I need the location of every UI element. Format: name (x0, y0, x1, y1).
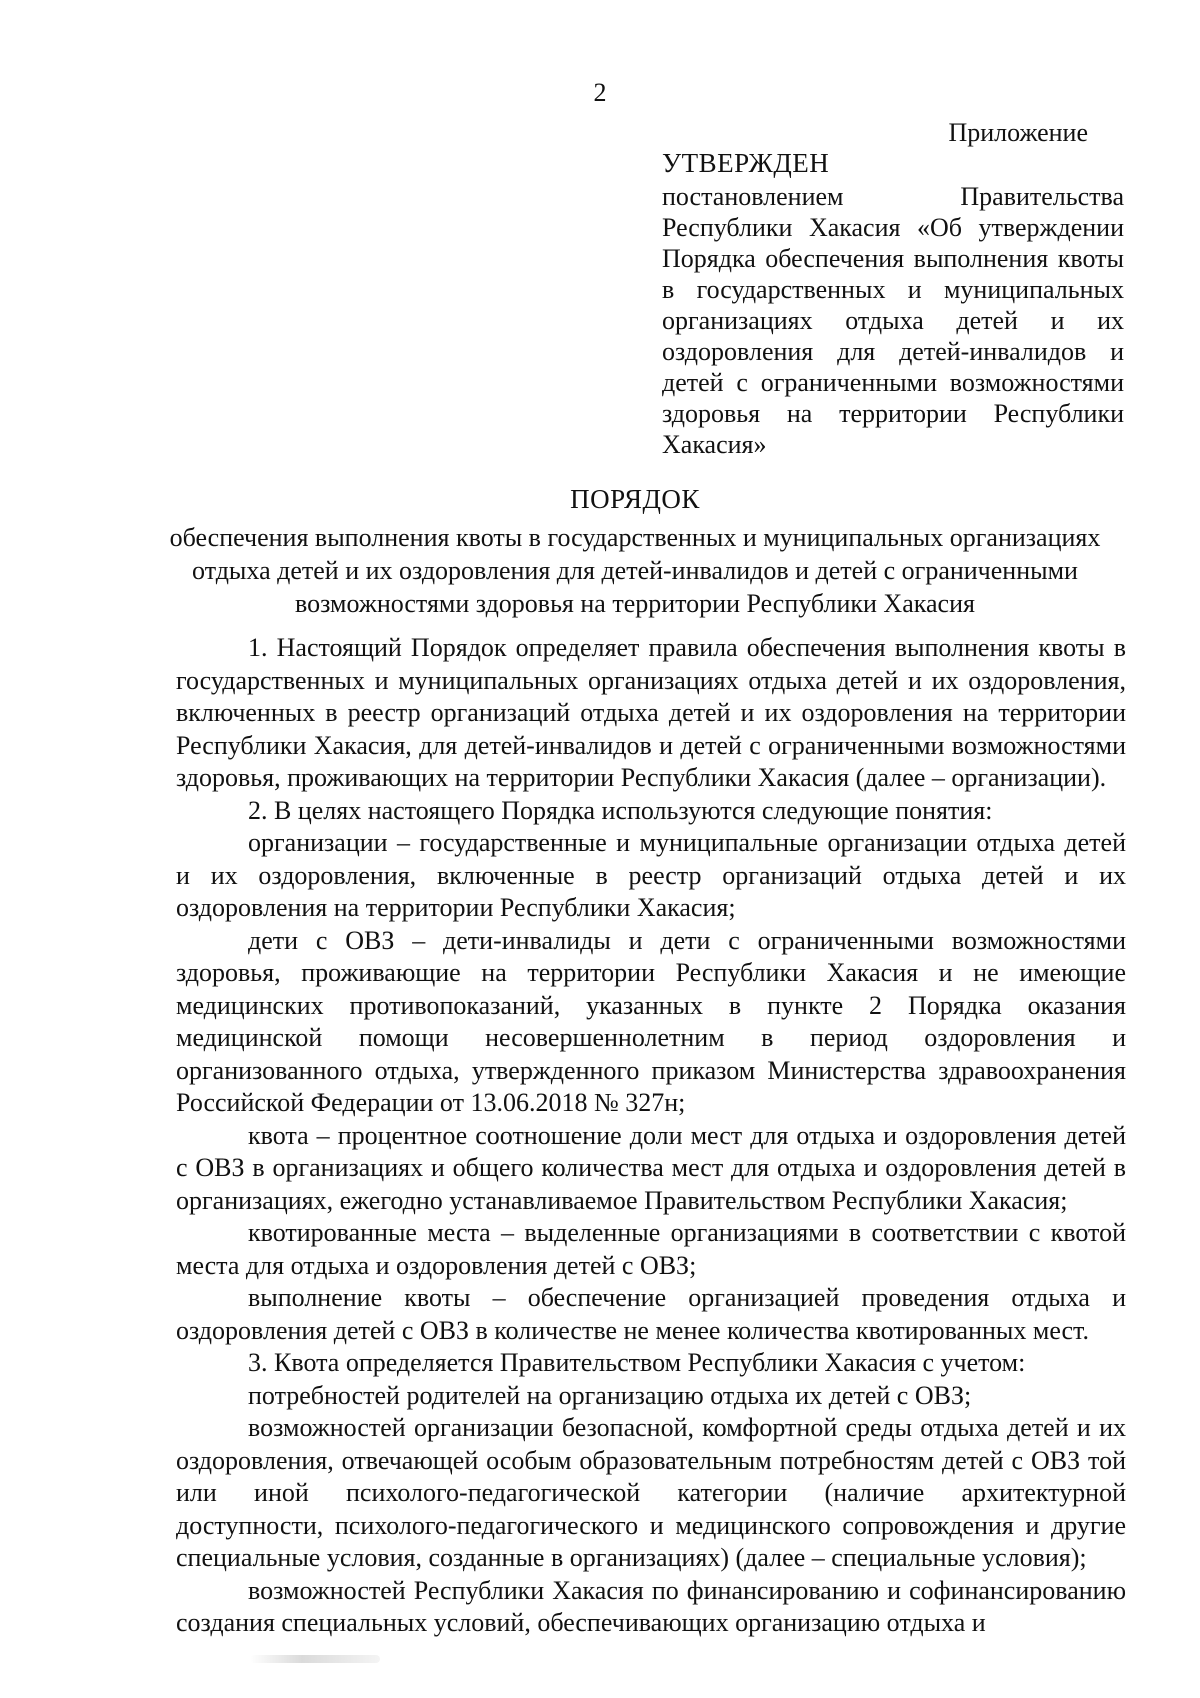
paragraph-3: организации – государственные и муниципальные организации отдыха детей и их оздоровления, включенные в реестр организаций отдыха детей и их оздоровления на территории Республики Хакасия; (176, 828, 1126, 922)
page-number: 2 (593, 78, 607, 107)
document-body (176, 632, 1126, 1640)
paragraph-7: выполнение квоты – обеспечение организацией проведения отдыха и оздоровления детей с ОВЗ в количестве не менее количества квотированных мест. (176, 1283, 1126, 1345)
paragraph-10: возможностей организации безопасной, комфортной среды отдыха детей и их оздоровления, отвечающей особым образовательным потребностям детей с ОВЗ той или иной психолого-педагогической категории (наличие архитектурной доступности, психолого-педагогического и медицинского сопровождения и другие специальные условия, созданные в организациях) (далее – специальные условия); (176, 1413, 1126, 1572)
paragraph-5: квота – процентное соотношение доли мест для отдыха и оздоровления детей с ОВЗ в организациях и общего количества мест для отдыха и оздоровления детей в организациях, ежегодно устанавливаемое Правительством Республики Хакасия; (176, 1120, 1126, 1215)
document-subtitle: обеспечения выполнения квоты в государственных и муниципальных организациях отдыха детей и их оздоровления для детей-инвалидов и детей с ограниченными возможностями здоровья на территории Республики Хакасия (169, 523, 1101, 618)
paragraph-6: квотированные места – выделенные организациями в соответствии с квотой места для отдыха и оздоровления детей с ОВЗ; (176, 1218, 1126, 1280)
document-title: ПОРЯДОК (570, 484, 700, 514)
approval-block (662, 148, 1124, 460)
scan-artifact (250, 1655, 380, 1663)
document-title-block (140, 484, 1130, 620)
paragraph-9: потребностей родителей на организацию отдыха их детей с ОВЗ; (248, 1380, 972, 1410)
paragraph-1: 1. Настоящий Порядок определяет правила обеспечения выполнения квоты в государственных и муниципальных организациях отдыха детей и их оздоровления, включенных в реестр организаций отдыха детей и их оздоровления на территории Республики Хакасия, для детей-инвалидов и детей с ограниченными возможностями здоровья, проживающих на территории Республики Хакасия (далее – организации). (176, 633, 1126, 792)
approval-heading: УТВЕРЖДЕН (662, 148, 830, 178)
paragraph-4: дети с ОВЗ – дети-инвалиды и дети с ограниченными возможностями здоровья, проживающие на территории Республики Хакасия и не имеющие медицинских противопоказаний, указанных в пункте 2 Порядка оказания медицинской помощи несовершеннолетним в период оздоровления и организованного отдыха, утвержденного приказом Министерства здравоохранения Российской Федерации от 13.06.2018 № 327н; (176, 925, 1126, 1117)
approval-text: постановлением Правительства Республики Хакасия «Об утверждении Порядка обеспечения выполнения квоты в государственных и муниципальных организациях отдыха детей и их оздоровления для детей-инвалидов и детей с ограниченными возможностями здоровья на территории Республики Хакасия» (662, 182, 1124, 459)
appendix-label: Приложение (948, 118, 1088, 147)
paragraph-2: 2. В целях настоящего Порядка используются следующие понятия: (248, 795, 993, 825)
paragraph-11: возможностей Республики Хакасия по финансированию и софинансированию создания специальных условий, обеспечивающих организацию отдыха и (176, 1575, 1126, 1637)
paragraph-8: 3. Квота определяется Правительством Республики Хакасия с учетом: (248, 1348, 1026, 1377)
